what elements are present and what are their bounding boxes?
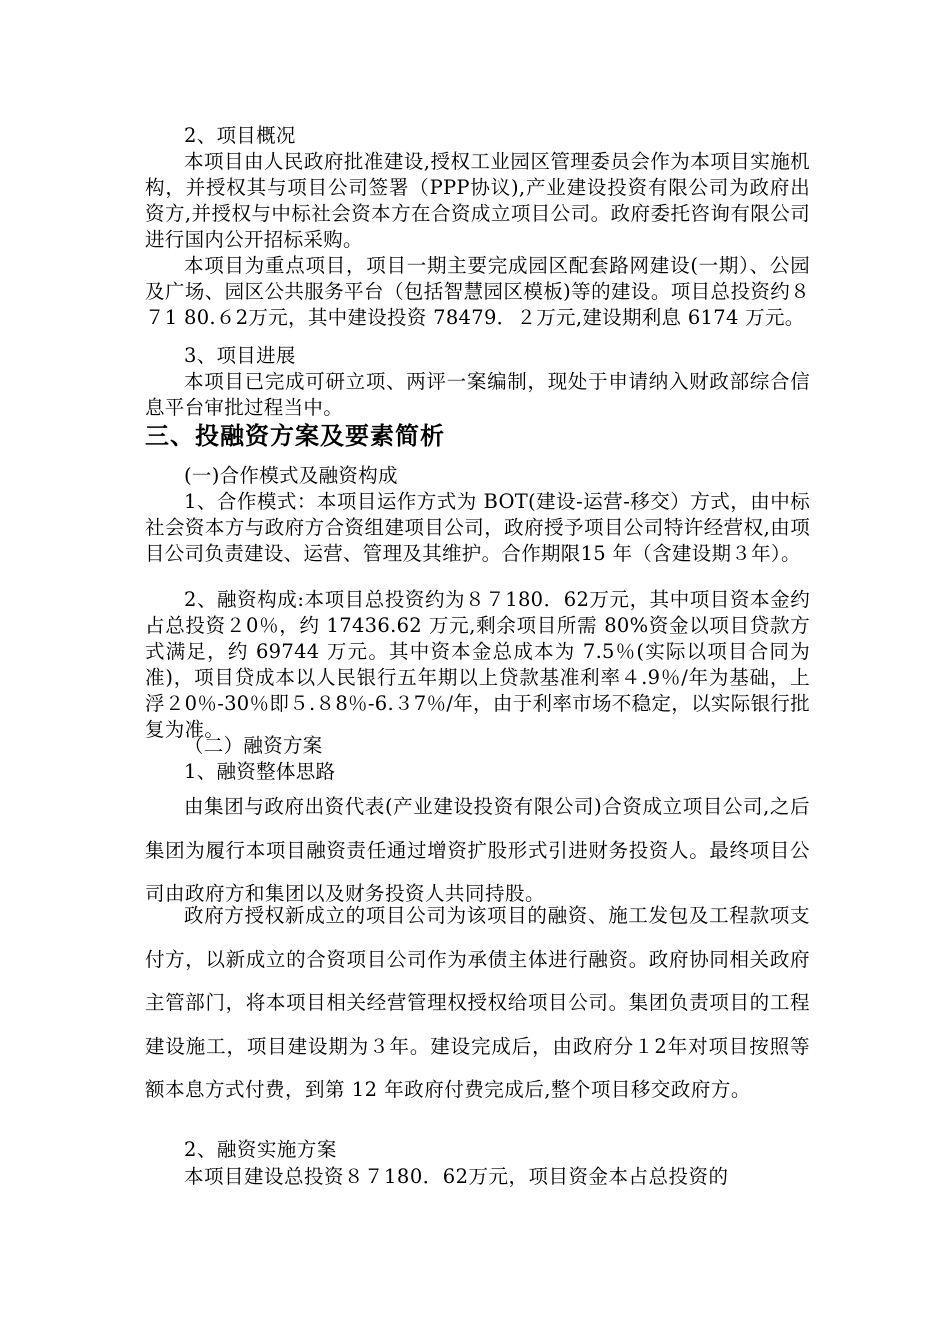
section-3-paragraph: 本项目已完成可研立项、两评一案编制，现处于申请纳入财政部综合信息平台审批过程当中。	[145, 370, 810, 419]
financing-approach-paragraph-2: 政府方授权新成立的项目公司为该项目的融资、施工发包及工程款项支付方，以新成立的合资项目公司作为承债主体进行融资。政府协同相关政府主管部门，将本项目相关经营管理权授权给项目公司。集团负责项目的工程建设施工，项目建设期为３年。建设完成后，由政府分１2年对项目按照等额本息方式付费，到第 12 年政府付费完成后,整个项目移交政府方。	[145, 904, 810, 1101]
section-2-paragraph-2: 本项目为重点项目，项目一期主要完成园区配套路网建设(一期）、公园及广场、园区公共服务平台（包括智慧园区模板)等的建设。项目总投资约８７1 80.６2万元，其中建设投资 78479．２万元,建设期利息 6174 万元。	[145, 254, 810, 329]
section-2-paragraph-1: 本项目由人民政府批准建设,授权工业园区管理委员会作为本项目实施机构，并授权其与项目公司签署（PPP协议),产业建设投资有限公司为政府出资方,并授权与中标社会资本方在合资成立项目公司。政府委托咨询有限公司进行国内公开招标采购。	[145, 150, 810, 251]
financing-approach-paragraph-1: 由集团与政府出资代表(产业建设投资有限公司)合资成立项目公司,之后集团为履行本项目融资责任通过增资扩股形式引进财务投资人。最终项目公司由政府方和集团以及财务投资人共同持股。	[145, 795, 810, 905]
financing-implementation-heading: 2、融资实施方案	[184, 1138, 337, 1161]
financing-implementation-paragraph: 本项目建设总投资８７180．62万元，项目资金本占总投资的	[184, 1165, 729, 1188]
cooperation-mode-paragraph: 1、合作模式：本项目运作方式为 BOT(建设-运营-移交）方式，由中标社会资本方与政府方合资组建项目公司，政府授予项目公司特许经营权,由项目公司负责建设、运营、管理及其维护。合作期限15 年（含建设期３年）。	[145, 490, 810, 565]
financing-structure-paragraph: 2、融资构成:本项目总投资约为８７180．62万元，其中项目资本金约占总投资２0％，约 17436.62 万元,剩余项目所需 80%资金以项目贷款方式满足，约 69744 万元。其中资本金总成本为 7.5％(实际以项目合同为准)，项目贷成本以人民银行五年期以上贷款基准利率４.9％/年为基础，上浮２0％-30％即５.８8％-6.３7％/年，由于利率市场不稳定，以实际银行批复为准。	[145, 588, 810, 741]
financing-approach-heading: 1、融资整体思路	[184, 760, 336, 783]
subsection-1-heading: (一)合作模式及融资构成	[184, 464, 398, 487]
section-2-heading: 2、项目概况	[184, 124, 296, 147]
section-3-heading: 3、项目进展	[184, 344, 296, 367]
subsection-2-heading: （二）融资方案	[184, 734, 323, 757]
section-title: 三、投融资方案及要素简析	[145, 422, 445, 450]
